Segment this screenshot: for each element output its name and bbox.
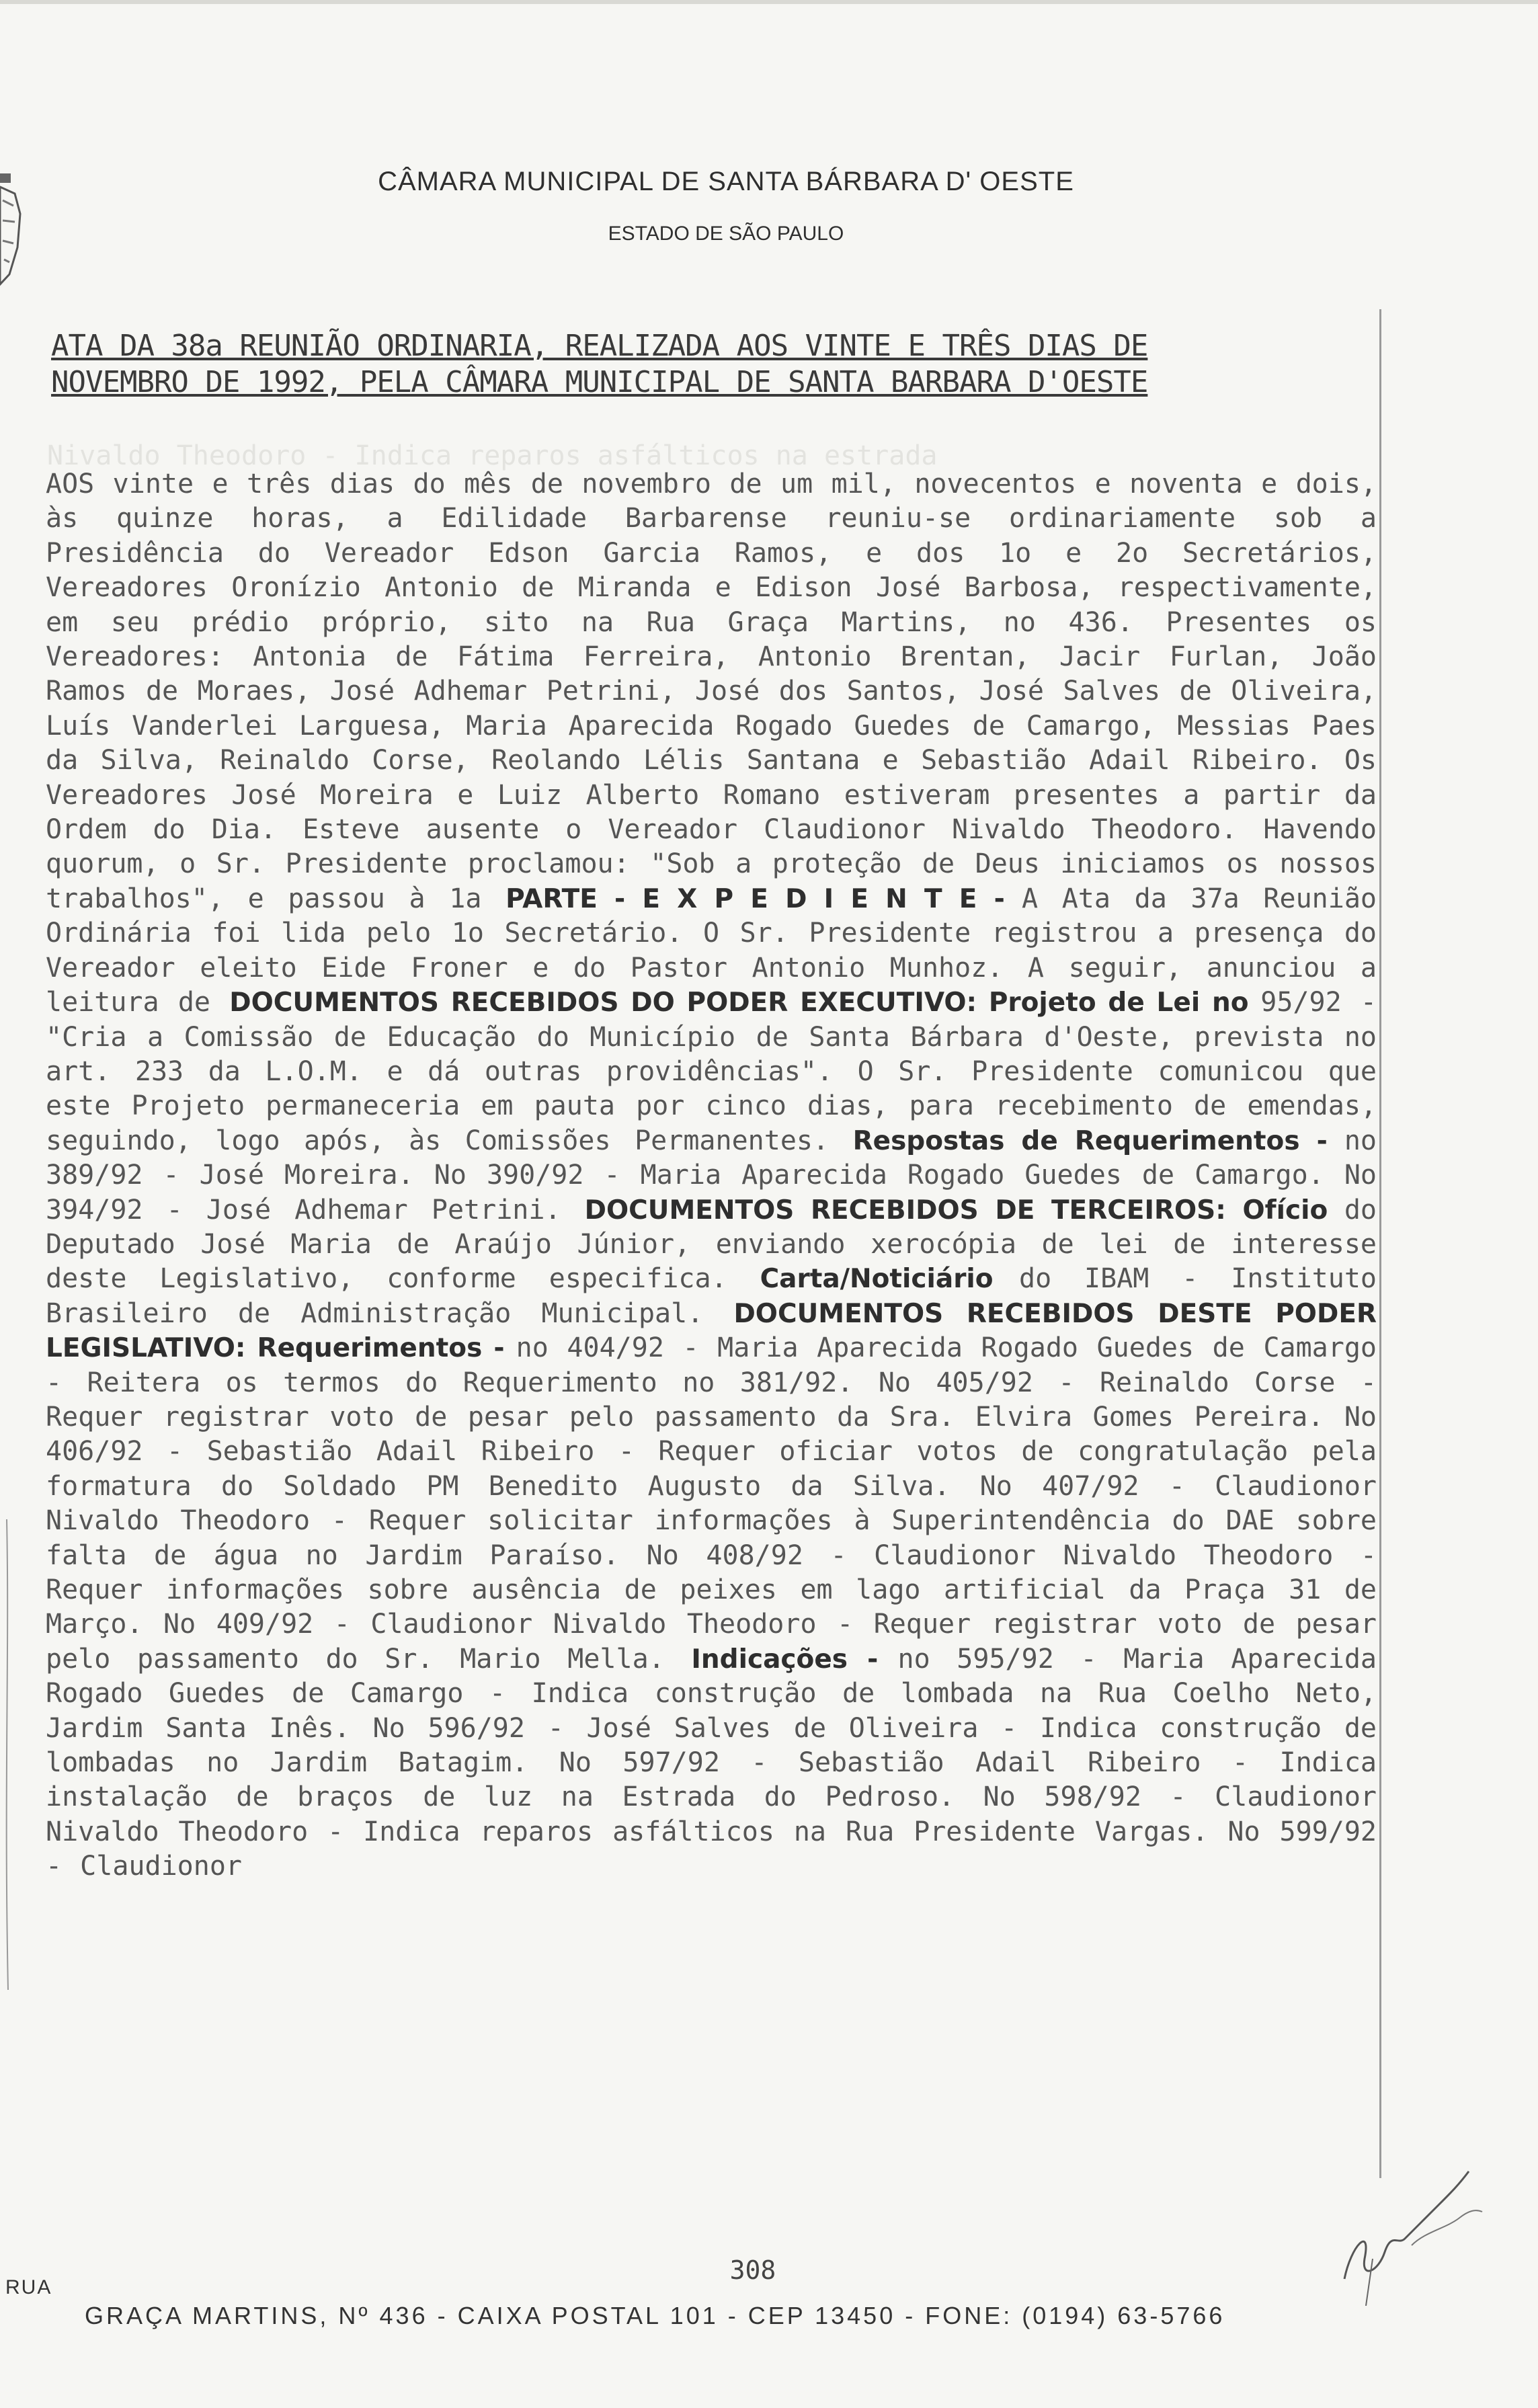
minutes-heading-segment: Respostas de Requerimentos - [852,1125,1344,1156]
minutes-text-segment: do IBAM - Instituto Brasileiro de Administração Municipal. [46,1263,1377,1329]
minutes-heading-segment: Carta/Noticiário [760,1264,1019,1295]
minutes-text-segment: AOS vinte e três dias do mês de novembro de um mil, novecentos e noventa e dois, às quinze horas, a Edilidade Barbarense reuniu-se ordinariamente sob a Presidência do Vereador Edson Garcia Ramos, e dos 1o e 2o Secretários, Vereadores Oronízio Antonio de Miranda e Edison José Barbosa, respectivamente, em seu prédio próprio, sito na Rua Graça Martins, no 436. Presentes os Vereadores: Antonia de Fátima Ferreira, Antonio Brentan, Jacir Furlan, João Ramos de Moraes, José Adhemar Petrini, José dos Santos, José Salves de Oliveira, Luís Vanderlei Larguesa, Maria Aparecida Rogado Guedes de Camargo, Messias Paes da Silva, Reinaldo Corse, Reolando Lélis Santana e Sebastião Adail Ribeiro. Os Vereadores José Moreira e Luiz Alberto Romano estiveram presentes a partir da Ordem do Dia. Esteve ausente o Vereador Claudionor Nivaldo Theodoro. Havendo quorum, o Sr. Presidente proclamou: "Sob a proteção de Deus iniciamos os nossos trabalhos", e passou à 1a [46,469,1377,914]
institution-name: CÂMARA MUNICIPAL DE SANTA BÁRBARA D' OESTE [378,167,1074,196]
minutes-text-segment: 95/92 - "Cria a Comissão de Educação do Município de Santa Bárbara d'Oeste, prevista no art. 233 da L.O.M. e dá outras providências". O Sr. Presidente comunicou que este Projeto permaneceria em pauta por cinco dias, para recebimento de emendas, seguindo, logo após, às Comissões Permanentes. [46,987,1377,1156]
minutes-heading-segment: DOCUMENTOS RECEBIDOS DE TERCEIROS: Ofício [584,1195,1344,1226]
right-margin-rule [1379,309,1381,2178]
show-through-text: Nivaldo Theodoro - Indica reparos asfálticos na estrada [47,440,938,471]
minutes-text-segment: do Deputado José Maria de Araújo Júnior, enviando xerocópia de lei de interesse deste Legislativo, conforme especifica. [46,1194,1377,1295]
minutes-heading-segment: DOCUMENTOS RECEBIDOS DO PODER EXECUTIVO: Projeto de Lei no [229,988,1261,1018]
title-line-1: ATA DA 38a REUNIÃO ORDINARIA, REALIZADA AOS VINTE E TRÊS DIAS DE [51,329,1148,363]
footer-rua-label: RUA [5,2276,52,2298]
minutes-body [46,467,1377,1884]
title-line-2: NOVEMBRO DE 1992, PELA CÂMARA MUNICIPAL DE SANTA BARBARA D'OESTE [51,365,1148,399]
minutes-heading-segment: DOCUMENTOS RECEBIDOS DESTE PODER LEGISLATIVO: Requerimentos - [46,1298,1377,1364]
letterhead [222,167,1230,245]
minutes-text-segment: no 389/92 - José Moreira. No 390/92 - Maria Aparecida Rogado Guedes de Camargo. No 394/92 - José Adhemar Petrini. [46,1125,1377,1226]
footer-address-line: GRAÇA MARTINS, Nº 436 - CAIXA POSTAL 101 - CEP 13450 - FONE: (0194) 63-5766 [85,2302,1225,2329]
footer-address [5,2276,1437,2339]
minutes-heading-segment: Indicações - [691,1644,898,1675]
state-name: ESTADO DE SÃO PAULO [608,223,844,245]
page-top-edge [0,0,1538,4]
minutes-heading-segment: PARTE - E X P E D I E N T E - [505,883,1022,914]
minutes-text-segment: A Ata da 37a Reunião Ordinária foi lida pelo 1o Secretário. O Sr. Presidente registrou a presença do Vereador eleito Eide Froner e do Pastor Antonio Munhoz. A seguir, anunciou a leitura de [46,883,1377,1018]
margin-pencil-mark [0,1519,12,1990]
minutes-text-segment: no 404/92 - Maria Aparecida Rogado Guedes de Camargo - Reitera os termos do Requerimento no 381/92. No 405/92 - Reinaldo Corse - Requer registrar voto de pesar pelo passamento da Sra. Elvira Gomes Pereira. No 406/92 - Sebastião Adail Ribeiro - Requer oficiar votos de congratulação pela formatura do Soldado PM Benedito Augusto da Silva. No 407/92 - Claudionor Nivaldo Theodoro - Requer solicitar informações à Superintendência do DAE sobre falta de água no Jardim Paraíso. No 408/92 - Claudionor Nivaldo Theodoro - Requer informações sobre ausência de peixes em lago artificial da Praça 31 de Março. No 409/92 - Claudionor Nivaldo Theodoro - Requer registrar voto de pesar pelo passamento do Sr. Mario Mella. [46,1332,1377,1675]
minutes-text-segment: no 595/92 - Maria Aparecida Rogado Guedes de Camargo - Indica construção de lombada na Rua Coelho Neto, Jardim Santa Inês. No 596/92 - José Salves de Oliveira - Indica construção de lombadas no Jardim Batagim. No 597/92 - Sebastião Adail Ribeiro - Indica instalação de braços de luz na Estrada do Pedroso. No 598/92 - Claudionor Nivaldo Theodoro - Indica reparos asfálticos na Rua Presidente Vargas. No 599/92 - Claudionor [46,1643,1377,1882]
page-number: 308 [729,2255,776,2285]
municipal-crest-icon [0,173,24,294]
document-title [51,328,1362,401]
